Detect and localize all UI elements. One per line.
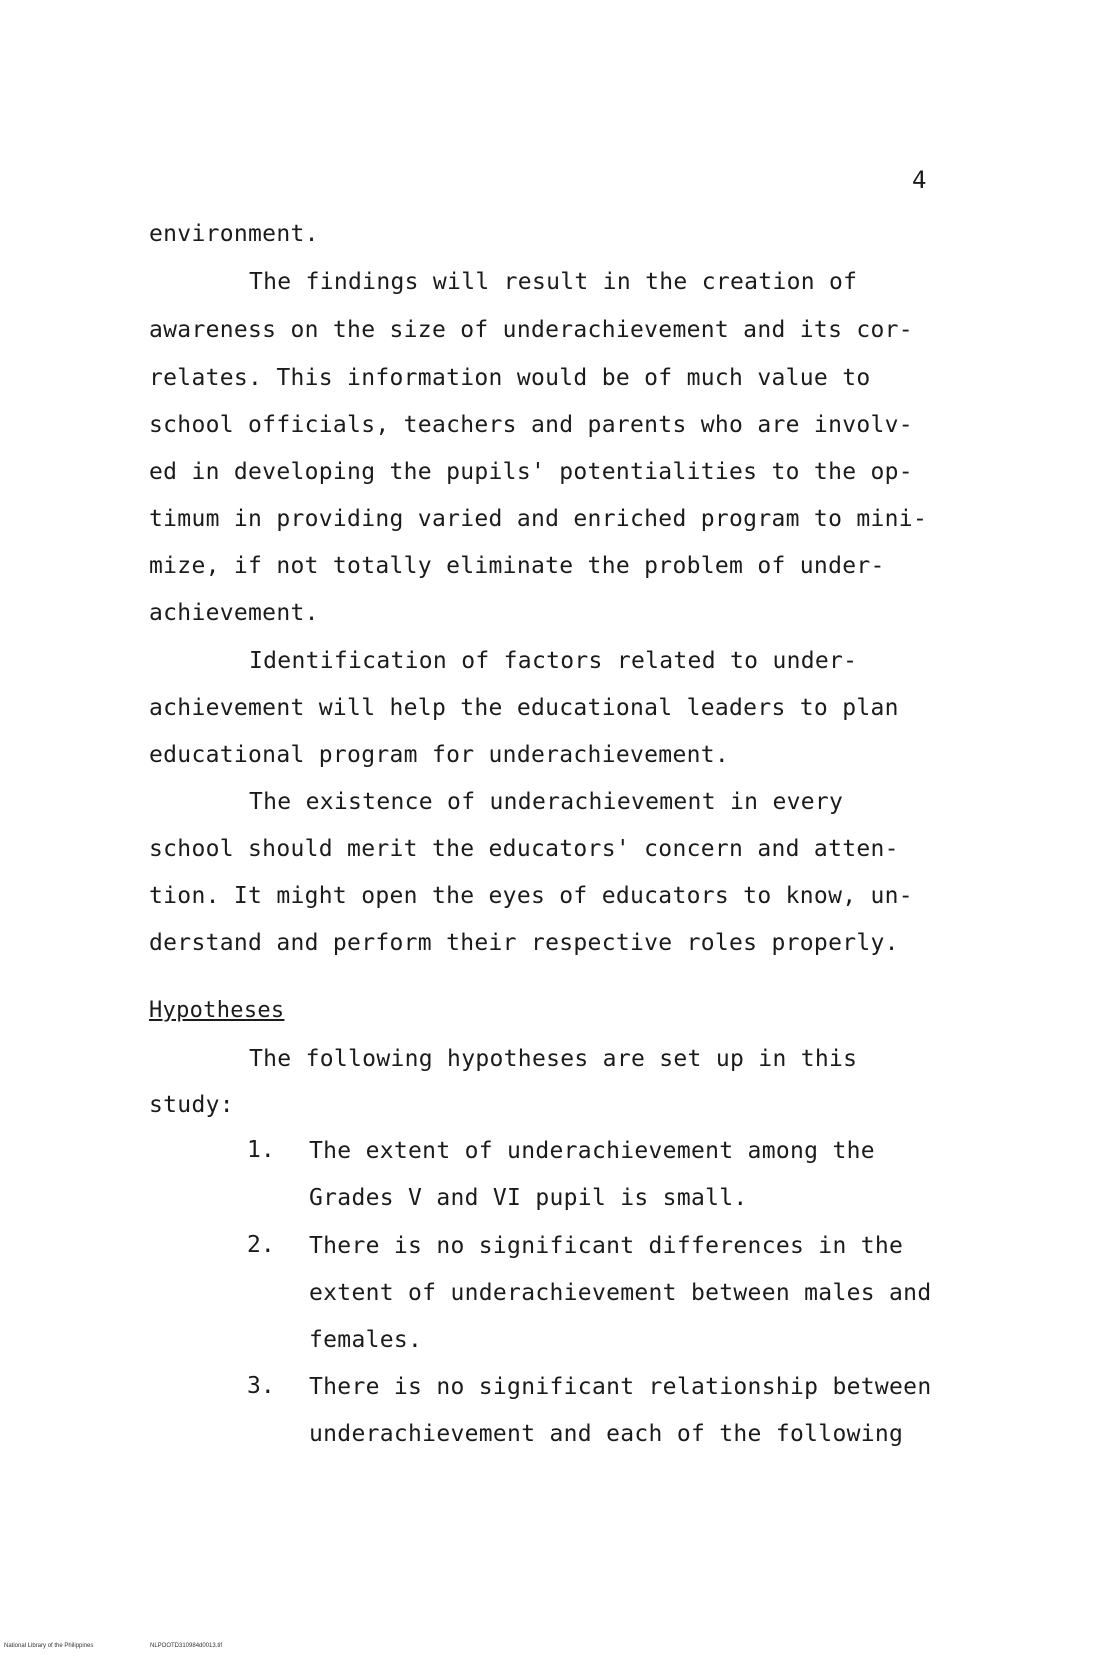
text-line: The existence of underachievement in every bbox=[249, 789, 844, 815]
list-item-line: underachievement and each of the following bbox=[309, 1421, 904, 1447]
text-line: mize, if not totally eliminate the problem of under- bbox=[149, 553, 885, 579]
list-item-line: There is no significant differences in the bbox=[309, 1233, 904, 1259]
list-number: 2. bbox=[247, 1232, 275, 1258]
footer-library: National Library of the Philippines bbox=[4, 1643, 94, 1649]
text-line: achievement. bbox=[149, 600, 319, 626]
text-line: environment. bbox=[149, 221, 319, 247]
text-line: relates. This information would be of much value to bbox=[149, 365, 871, 391]
text-line: school officials, teachers and parents who are involv- bbox=[149, 412, 913, 438]
footer-filename: NLPOOTD310984d0013.tif bbox=[150, 1643, 223, 1649]
text-line: derstand and perform their respective roles properly. bbox=[149, 930, 899, 956]
text-line: Identification of factors related to under- bbox=[249, 648, 858, 674]
text-line: ed in developing the pupils' potentialities to the op- bbox=[149, 459, 913, 485]
text-line: school should merit the educators' concern and atten- bbox=[149, 836, 899, 862]
text-line: The following hypotheses are set up in this bbox=[249, 1046, 858, 1072]
list-item-line: females. bbox=[309, 1327, 423, 1353]
text-line: timum in providing varied and enriched program to mini- bbox=[149, 506, 928, 532]
text-line: achievement will help the educational leaders to plan bbox=[149, 695, 899, 721]
text-line: study: bbox=[149, 1092, 234, 1118]
text-line: educational program for underachievement. bbox=[149, 742, 730, 768]
section-heading: Hypotheses bbox=[149, 998, 285, 1023]
text-line: awareness on the size of underachievement and its cor- bbox=[149, 317, 913, 343]
list-number: 3. bbox=[247, 1373, 275, 1399]
text-line: The findings will result in the creation of bbox=[249, 269, 858, 295]
text-line: tion. It might open the eyes of educators to know, un- bbox=[149, 883, 913, 909]
list-item-line: extent of underachievement between males and bbox=[309, 1280, 932, 1306]
list-item-line: The extent of underachievement among the bbox=[309, 1138, 875, 1164]
page-number: 4 bbox=[912, 166, 927, 194]
list-number: 1. bbox=[247, 1137, 275, 1163]
list-item-line: Grades V and VI pupil is small. bbox=[309, 1185, 748, 1211]
list-item-line: There is no significant relationship between bbox=[309, 1374, 932, 1400]
